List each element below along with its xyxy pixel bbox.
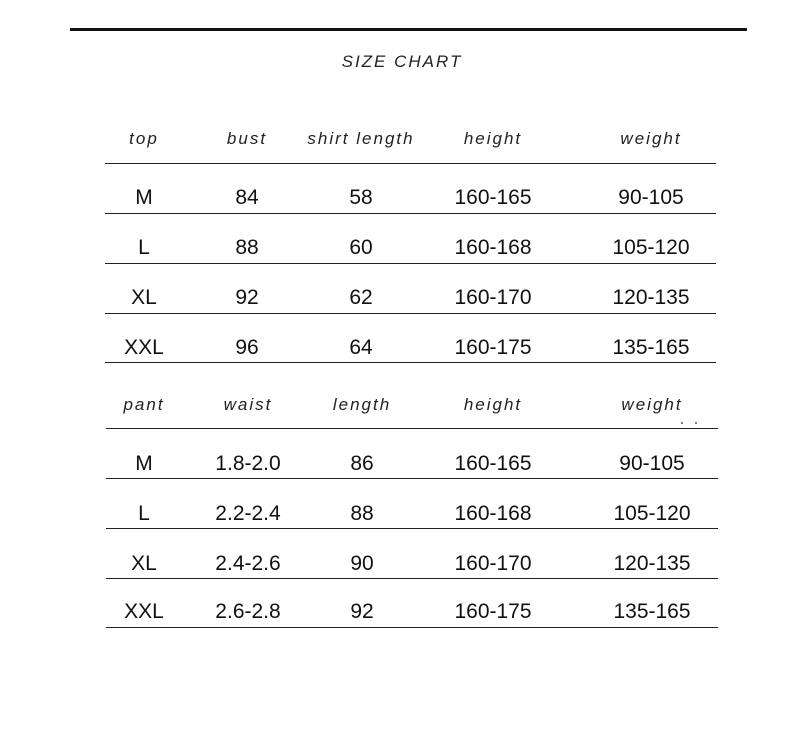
table-cell: L bbox=[138, 236, 150, 259]
table-cell: 2.2-2.4 bbox=[215, 502, 281, 525]
table-cell: 105-120 bbox=[613, 502, 691, 525]
table-cell: 120-135 bbox=[613, 552, 691, 575]
column-header: bust bbox=[226, 129, 268, 148]
top-divider bbox=[70, 28, 747, 31]
table-cell: XL bbox=[131, 286, 157, 309]
row-divider bbox=[105, 313, 716, 314]
table-cell: 92 bbox=[235, 286, 259, 309]
column-header: waist bbox=[223, 395, 273, 414]
table-cell: 160-165 bbox=[454, 452, 532, 475]
column-header: height bbox=[463, 129, 523, 148]
page-title: SIZE CHART bbox=[341, 52, 463, 71]
row-divider bbox=[106, 627, 718, 628]
row-divider bbox=[105, 213, 716, 214]
table-cell: 135-165 bbox=[612, 336, 690, 359]
row-divider bbox=[106, 578, 718, 579]
column-header: top bbox=[129, 129, 159, 148]
row-divider bbox=[105, 263, 716, 264]
column-header: weight bbox=[620, 129, 682, 148]
row-divider bbox=[106, 528, 718, 529]
table-cell: 90-105 bbox=[619, 452, 685, 475]
table-cell: 135-165 bbox=[613, 600, 691, 623]
table-cell: 2.4-2.6 bbox=[215, 552, 281, 575]
table-cell: 90 bbox=[350, 552, 374, 575]
column-header: pant bbox=[123, 395, 165, 414]
column-header: weight bbox=[621, 395, 683, 414]
table-cell: 58 bbox=[349, 186, 373, 209]
header-divider bbox=[106, 428, 718, 429]
table-cell: 86 bbox=[350, 452, 374, 475]
table-cell: 96 bbox=[235, 336, 259, 359]
table-cell: 160-168 bbox=[454, 236, 532, 259]
table-cell: 160-165 bbox=[454, 186, 532, 209]
table-cell: 160-175 bbox=[454, 336, 532, 359]
column-header: shirt length bbox=[307, 129, 415, 148]
table-cell: 62 bbox=[349, 286, 373, 309]
table-cell: 2.6-2.8 bbox=[215, 600, 281, 623]
table-cell: M bbox=[135, 452, 153, 475]
header-divider bbox=[105, 163, 716, 164]
row-divider bbox=[105, 362, 716, 363]
table-cell: 160-170 bbox=[454, 286, 532, 309]
table-cell: 160-168 bbox=[454, 502, 532, 525]
row-divider bbox=[106, 478, 718, 479]
table-cell: 88 bbox=[235, 236, 259, 259]
table-cell: 64 bbox=[349, 336, 373, 359]
table-cell: 105-120 bbox=[612, 236, 690, 259]
table-cell: M bbox=[135, 186, 153, 209]
column-header: length bbox=[332, 395, 392, 414]
table-cell: XXL bbox=[124, 600, 164, 623]
table-cell: 1.8-2.0 bbox=[215, 452, 281, 475]
stray-dots bbox=[677, 422, 707, 426]
table-cell: L bbox=[138, 502, 150, 525]
table-cell: 160-175 bbox=[454, 600, 532, 623]
table-cell: 88 bbox=[350, 502, 374, 525]
table-cell: 84 bbox=[235, 186, 259, 209]
table-cell: 60 bbox=[349, 236, 373, 259]
table-cell: 120-135 bbox=[612, 286, 690, 309]
table-cell: XXL bbox=[124, 336, 164, 359]
table-cell: XL bbox=[131, 552, 157, 575]
column-header: height bbox=[463, 395, 523, 414]
table-cell: 160-170 bbox=[454, 552, 532, 575]
table-cell: 90-105 bbox=[618, 186, 684, 209]
table-cell: 92 bbox=[350, 600, 374, 623]
